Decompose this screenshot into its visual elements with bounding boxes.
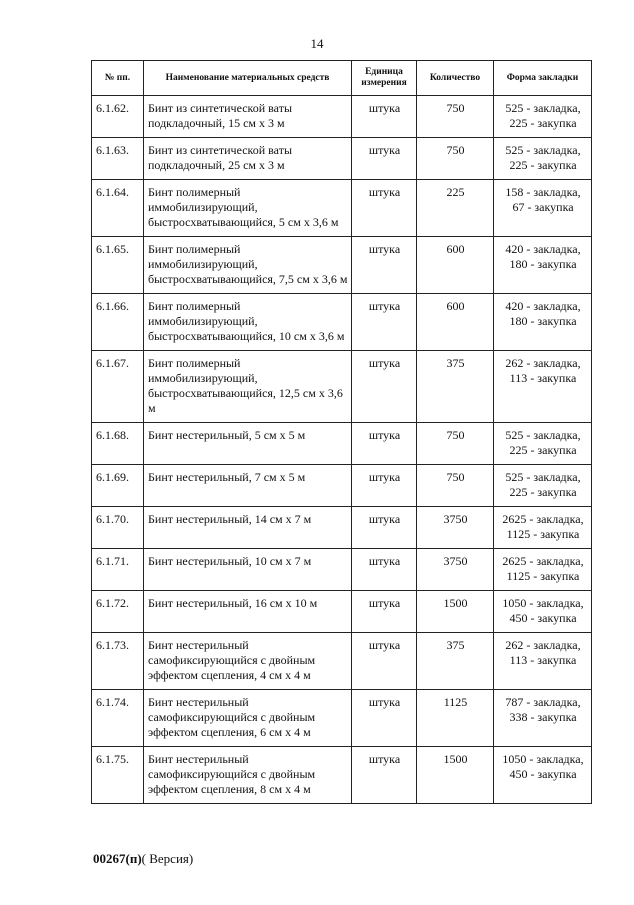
row-form bbox=[494, 96, 592, 138]
header-qty: Количество bbox=[417, 61, 494, 96]
row-form bbox=[494, 294, 592, 351]
row-form-purchase: 113 - закупка bbox=[509, 653, 577, 667]
header-form: Форма закладки bbox=[494, 61, 592, 96]
materials-table bbox=[91, 60, 592, 804]
row-quantity: 600 bbox=[417, 294, 494, 351]
row-quantity: 1500 bbox=[417, 747, 494, 804]
document-version: ( Версия) bbox=[141, 851, 194, 866]
row-unit: штука bbox=[352, 96, 417, 138]
row-form-purchase: 225 - закупка bbox=[509, 485, 577, 499]
document-footer bbox=[93, 851, 193, 867]
row-number: 6.1.71. bbox=[92, 549, 144, 591]
row-form bbox=[494, 138, 592, 180]
row-form-purchase: 225 - закупка bbox=[509, 443, 577, 457]
row-number: 6.1.62. bbox=[92, 96, 144, 138]
table-row bbox=[92, 423, 592, 465]
row-form bbox=[494, 690, 592, 747]
table-row bbox=[92, 180, 592, 237]
row-form-stock: 787 - закладка, bbox=[505, 695, 581, 709]
row-quantity: 600 bbox=[417, 237, 494, 294]
row-name: Бинт нестерильный, 14 см х 7 м bbox=[144, 507, 352, 549]
header-num: № пп. bbox=[92, 61, 144, 96]
row-form-purchase: 225 - закупка bbox=[509, 116, 577, 130]
row-form bbox=[494, 591, 592, 633]
row-unit: штука bbox=[352, 690, 417, 747]
row-name: Бинт из синтетической ваты подкладочный, 15 см х 3 м bbox=[144, 96, 352, 138]
table-header-row bbox=[92, 61, 592, 96]
table-row bbox=[92, 96, 592, 138]
row-form bbox=[494, 351, 592, 423]
row-quantity: 750 bbox=[417, 96, 494, 138]
row-unit: штука bbox=[352, 747, 417, 804]
row-number: 6.1.69. bbox=[92, 465, 144, 507]
header-name: Наименование материальных средств bbox=[144, 61, 352, 96]
row-unit: штука bbox=[352, 138, 417, 180]
row-name: Бинт из синтетической ваты подкладочный, 25 см х 3 м bbox=[144, 138, 352, 180]
row-form bbox=[494, 633, 592, 690]
row-unit: штука bbox=[352, 237, 417, 294]
row-form-stock: 2625 - закладка, bbox=[502, 554, 584, 568]
row-form-stock: 262 - закладка, bbox=[505, 356, 581, 370]
row-unit: штука bbox=[352, 180, 417, 237]
row-name: Бинт нестерильный самофиксирующийся с двойным эффектом сцепления, 6 см х 4 м bbox=[144, 690, 352, 747]
row-form-stock: 525 - закладка, bbox=[505, 101, 581, 115]
row-form-stock: 1050 - закладка, bbox=[502, 596, 584, 610]
row-number: 6.1.75. bbox=[92, 747, 144, 804]
row-unit: штука bbox=[352, 507, 417, 549]
row-number: 6.1.70. bbox=[92, 507, 144, 549]
row-form bbox=[494, 507, 592, 549]
row-form-purchase: 450 - закупка bbox=[509, 767, 577, 781]
row-form-stock: 2625 - закладка, bbox=[502, 512, 584, 526]
header-unit: Единица измерения bbox=[352, 61, 417, 96]
row-quantity: 3750 bbox=[417, 549, 494, 591]
row-number: 6.1.67. bbox=[92, 351, 144, 423]
document-code: 00267(п) bbox=[93, 851, 142, 866]
row-form-stock: 420 - закладка, bbox=[505, 299, 581, 313]
row-unit: штука bbox=[352, 549, 417, 591]
table-row bbox=[92, 294, 592, 351]
row-form-purchase: 1125 - закупка bbox=[506, 569, 580, 583]
row-name: Бинт нестерильный самофиксирующийся с двойным эффектом сцепления, 8 см х 4 м bbox=[144, 747, 352, 804]
row-quantity: 1500 bbox=[417, 591, 494, 633]
table-row bbox=[92, 507, 592, 549]
row-form-purchase: 67 - закупка bbox=[512, 200, 574, 214]
row-quantity: 225 bbox=[417, 180, 494, 237]
row-form-stock: 420 - закладка, bbox=[505, 242, 581, 256]
table-row bbox=[92, 465, 592, 507]
row-form-stock: 262 - закладка, bbox=[505, 638, 581, 652]
row-quantity: 375 bbox=[417, 351, 494, 423]
row-form-purchase: 1125 - закупка bbox=[506, 527, 580, 541]
table-row bbox=[92, 549, 592, 591]
row-form-stock: 525 - закладка, bbox=[505, 143, 581, 157]
row-number: 6.1.73. bbox=[92, 633, 144, 690]
row-form-stock: 1050 - закладка, bbox=[502, 752, 584, 766]
row-form-purchase: 180 - закупка bbox=[509, 314, 577, 328]
row-form bbox=[494, 549, 592, 591]
table-row bbox=[92, 138, 592, 180]
row-form-purchase: 113 - закупка bbox=[509, 371, 577, 385]
row-name: Бинт нестерильный, 5 см х 5 м bbox=[144, 423, 352, 465]
row-number: 6.1.72. bbox=[92, 591, 144, 633]
row-unit: штука bbox=[352, 633, 417, 690]
row-number: 6.1.74. bbox=[92, 690, 144, 747]
row-number: 6.1.63. bbox=[92, 138, 144, 180]
page-number: 14 bbox=[310, 36, 324, 51]
table-row bbox=[92, 690, 592, 747]
row-form-purchase: 338 - закупка bbox=[509, 710, 577, 724]
row-name: Бинт нестерильный, 10 см х 7 м bbox=[144, 549, 352, 591]
row-name: Бинт нестерильный самофиксирующийся с двойным эффектом сцепления, 4 см х 4 м bbox=[144, 633, 352, 690]
table-row bbox=[92, 747, 592, 804]
row-unit: штука bbox=[352, 351, 417, 423]
row-name: Бинт полимерный иммобилизирующий, быстросхватывающийся, 12,5 см х 3,6 м bbox=[144, 351, 352, 423]
row-form-purchase: 225 - закупка bbox=[509, 158, 577, 172]
row-quantity: 1125 bbox=[417, 690, 494, 747]
table-row bbox=[92, 633, 592, 690]
row-quantity: 375 bbox=[417, 633, 494, 690]
row-form bbox=[494, 237, 592, 294]
row-quantity: 3750 bbox=[417, 507, 494, 549]
row-unit: штука bbox=[352, 591, 417, 633]
row-quantity: 750 bbox=[417, 138, 494, 180]
row-form-stock: 158 - закладка, bbox=[505, 185, 581, 199]
row-name: Бинт нестерильный, 7 см х 5 м bbox=[144, 465, 352, 507]
row-form-stock: 525 - закладка, bbox=[505, 470, 581, 484]
row-form bbox=[494, 465, 592, 507]
row-form bbox=[494, 423, 592, 465]
row-unit: штука bbox=[352, 465, 417, 507]
row-form bbox=[494, 180, 592, 237]
row-name: Бинт полимерный иммобилизирующий, быстросхватывающийся, 7,5 см х 3,6 м bbox=[144, 237, 352, 294]
row-form-purchase: 180 - закупка bbox=[509, 257, 577, 271]
row-number: 6.1.65. bbox=[92, 237, 144, 294]
row-number: 6.1.66. bbox=[92, 294, 144, 351]
row-form-stock: 525 - закладка, bbox=[505, 428, 581, 442]
row-number: 6.1.68. bbox=[92, 423, 144, 465]
table-row bbox=[92, 237, 592, 294]
row-number: 6.1.64. bbox=[92, 180, 144, 237]
row-form bbox=[494, 747, 592, 804]
table-row bbox=[92, 591, 592, 633]
row-name: Бинт полимерный иммобилизирующий, быстросхватывающийся, 5 см х 3,6 м bbox=[144, 180, 352, 237]
row-quantity: 750 bbox=[417, 423, 494, 465]
row-quantity: 750 bbox=[417, 465, 494, 507]
row-unit: штука bbox=[352, 423, 417, 465]
row-unit: штука bbox=[352, 294, 417, 351]
row-form-purchase: 450 - закупка bbox=[509, 611, 577, 625]
table-row bbox=[92, 351, 592, 423]
row-name: Бинт нестерильный, 16 см х 10 м bbox=[144, 591, 352, 633]
row-name: Бинт полимерный иммобилизирующий, быстросхватывающийся, 10 см х 3,6 м bbox=[144, 294, 352, 351]
